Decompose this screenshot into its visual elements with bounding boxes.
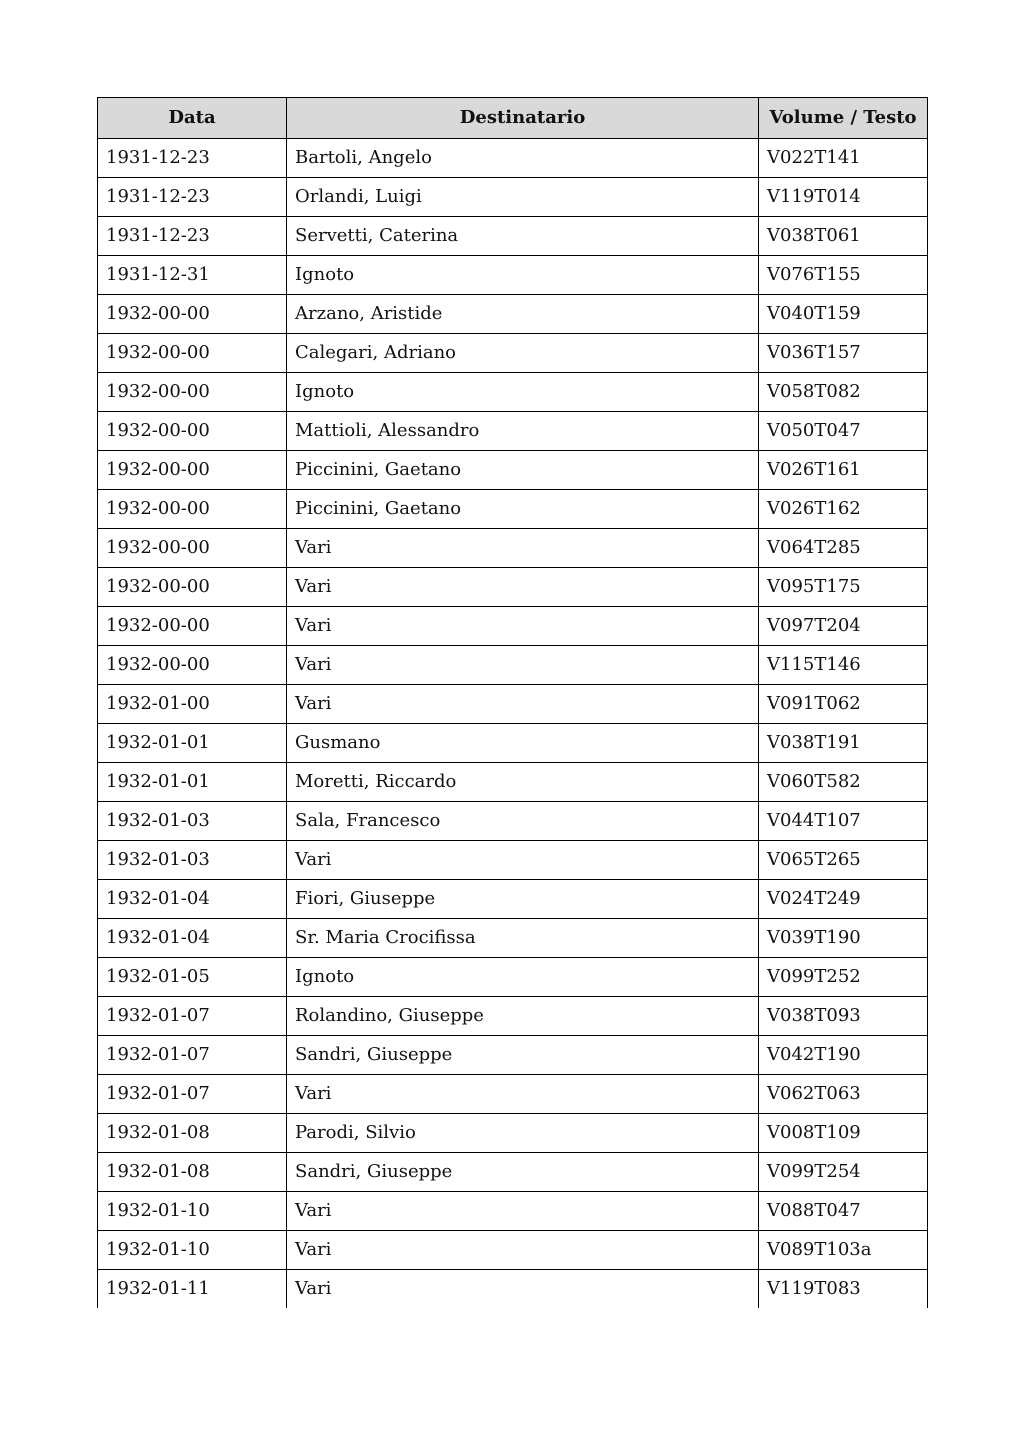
cell-destinatario: Bartoli, Angelo <box>287 139 759 178</box>
table-row <box>98 568 928 607</box>
cell-volume-testo: V062T063 <box>759 1075 928 1114</box>
table-header <box>98 98 928 139</box>
cell-volume-testo: V038T061 <box>759 217 928 256</box>
cell-destinatario: Moretti, Riccardo <box>287 763 759 802</box>
cell-volume-testo: V026T162 <box>759 490 928 529</box>
cell-destinatario: Vari <box>287 607 759 646</box>
header-data: Data <box>98 98 287 139</box>
table-row <box>98 1075 928 1114</box>
cell-data: 1932-01-08 <box>98 1153 287 1192</box>
cell-volume-testo: V097T204 <box>759 607 928 646</box>
cell-volume-testo: V058T082 <box>759 373 928 412</box>
table-row <box>98 646 928 685</box>
cell-data: 1931-12-31 <box>98 256 287 295</box>
cell-destinatario: Vari <box>287 529 759 568</box>
cell-destinatario: Vari <box>287 568 759 607</box>
header-volume-testo: Volume / Testo <box>759 98 928 139</box>
cell-destinatario: Gusmano <box>287 724 759 763</box>
cell-destinatario: Ignoto <box>287 256 759 295</box>
cell-destinatario: Vari <box>287 685 759 724</box>
cell-volume-testo: V088T047 <box>759 1192 928 1231</box>
cell-volume-testo: V040T159 <box>759 295 928 334</box>
cell-destinatario: Vari <box>287 1075 759 1114</box>
table-row <box>98 256 928 295</box>
cell-destinatario: Parodi, Silvio <box>287 1114 759 1153</box>
cell-data: 1932-01-07 <box>98 1036 287 1075</box>
table-row <box>98 802 928 841</box>
cell-destinatario: Ignoto <box>287 958 759 997</box>
cell-destinatario: Mattioli, Alessandro <box>287 412 759 451</box>
table-row <box>98 685 928 724</box>
cell-destinatario: Sandri, Giuseppe <box>287 1153 759 1192</box>
table-row <box>98 841 928 880</box>
cell-destinatario: Rolandino, Giuseppe <box>287 997 759 1036</box>
cell-destinatario: Servetti, Caterina <box>287 217 759 256</box>
cell-volume-testo: V076T155 <box>759 256 928 295</box>
table-row <box>98 763 928 802</box>
cell-volume-testo: V036T157 <box>759 334 928 373</box>
cell-data: 1932-00-00 <box>98 295 287 334</box>
cell-data: 1932-01-11 <box>98 1270 287 1309</box>
letters-table <box>97 97 928 1308</box>
cell-volume-testo: V026T161 <box>759 451 928 490</box>
letters-table-container <box>97 97 927 1308</box>
cell-volume-testo: V095T175 <box>759 568 928 607</box>
cell-volume-testo: V038T191 <box>759 724 928 763</box>
table-row <box>98 1231 928 1270</box>
cell-volume-testo: V038T093 <box>759 997 928 1036</box>
cell-volume-testo: V119T083 <box>759 1270 928 1309</box>
cell-destinatario: Sandri, Giuseppe <box>287 1036 759 1075</box>
cell-data: 1931-12-23 <box>98 217 287 256</box>
cell-data: 1932-00-00 <box>98 646 287 685</box>
cell-data: 1932-01-10 <box>98 1192 287 1231</box>
cell-volume-testo: V089T103a <box>759 1231 928 1270</box>
table-row <box>98 880 928 919</box>
cell-data: 1931-12-23 <box>98 139 287 178</box>
cell-data: 1932-00-00 <box>98 568 287 607</box>
table-row <box>98 607 928 646</box>
table-row <box>98 178 928 217</box>
cell-volume-testo: V022T141 <box>759 139 928 178</box>
cell-data: 1932-01-00 <box>98 685 287 724</box>
cell-destinatario: Arzano, Aristide <box>287 295 759 334</box>
cell-data: 1932-00-00 <box>98 451 287 490</box>
cell-data: 1932-00-00 <box>98 334 287 373</box>
table-row <box>98 412 928 451</box>
cell-data: 1931-12-23 <box>98 178 287 217</box>
cell-volume-testo: V044T107 <box>759 802 928 841</box>
cell-destinatario: Vari <box>287 1231 759 1270</box>
cell-volume-testo: V042T190 <box>759 1036 928 1075</box>
cell-destinatario: Vari <box>287 841 759 880</box>
cell-destinatario: Calegari, Adriano <box>287 334 759 373</box>
table-row <box>98 217 928 256</box>
table-row <box>98 373 928 412</box>
table-row <box>98 919 928 958</box>
cell-volume-testo: V119T014 <box>759 178 928 217</box>
cell-data: 1932-00-00 <box>98 412 287 451</box>
cell-data: 1932-01-03 <box>98 802 287 841</box>
cell-volume-testo: V099T254 <box>759 1153 928 1192</box>
cell-destinatario: Ignoto <box>287 373 759 412</box>
cell-destinatario: Sala, Francesco <box>287 802 759 841</box>
cell-volume-testo: V091T062 <box>759 685 928 724</box>
cell-data: 1932-00-00 <box>98 607 287 646</box>
cell-data: 1932-01-01 <box>98 724 287 763</box>
cell-volume-testo: V060T582 <box>759 763 928 802</box>
table-row <box>98 334 928 373</box>
cell-data: 1932-01-08 <box>98 1114 287 1153</box>
table-body <box>98 139 928 1309</box>
cell-destinatario: Vari <box>287 1270 759 1309</box>
cell-data: 1932-00-00 <box>98 529 287 568</box>
cell-volume-testo: V050T047 <box>759 412 928 451</box>
cell-data: 1932-01-05 <box>98 958 287 997</box>
cell-volume-testo: V099T252 <box>759 958 928 997</box>
cell-volume-testo: V024T249 <box>759 880 928 919</box>
header-row <box>98 98 928 139</box>
table-row <box>98 451 928 490</box>
table-row <box>98 529 928 568</box>
cell-data: 1932-00-00 <box>98 490 287 529</box>
cell-volume-testo: V039T190 <box>759 919 928 958</box>
cell-data: 1932-01-04 <box>98 880 287 919</box>
cell-volume-testo: V008T109 <box>759 1114 928 1153</box>
cell-destinatario: Fiori, Giuseppe <box>287 880 759 919</box>
cell-volume-testo: V065T265 <box>759 841 928 880</box>
cell-data: 1932-01-03 <box>98 841 287 880</box>
cell-destinatario: Vari <box>287 646 759 685</box>
table-row <box>98 139 928 178</box>
cell-volume-testo: V115T146 <box>759 646 928 685</box>
table-row <box>98 958 928 997</box>
table-row <box>98 1192 928 1231</box>
cell-data: 1932-01-10 <box>98 1231 287 1270</box>
cell-data: 1932-00-00 <box>98 373 287 412</box>
cell-destinatario: Orlandi, Luigi <box>287 178 759 217</box>
cell-destinatario: Piccinini, Gaetano <box>287 490 759 529</box>
table-row <box>98 997 928 1036</box>
table-row <box>98 724 928 763</box>
table-row <box>98 1114 928 1153</box>
cell-data: 1932-01-07 <box>98 997 287 1036</box>
cell-data: 1932-01-01 <box>98 763 287 802</box>
cell-destinatario: Piccinini, Gaetano <box>287 451 759 490</box>
table-row <box>98 1036 928 1075</box>
cell-destinatario: Vari <box>287 1192 759 1231</box>
table-row <box>98 1270 928 1309</box>
cell-volume-testo: V064T285 <box>759 529 928 568</box>
cell-data: 1932-01-04 <box>98 919 287 958</box>
cell-destinatario: Sr. Maria Crocifissa <box>287 919 759 958</box>
cell-data: 1932-01-07 <box>98 1075 287 1114</box>
table-row <box>98 295 928 334</box>
table-row <box>98 1153 928 1192</box>
table-row <box>98 490 928 529</box>
header-destinatario: Destinatario <box>287 98 759 139</box>
